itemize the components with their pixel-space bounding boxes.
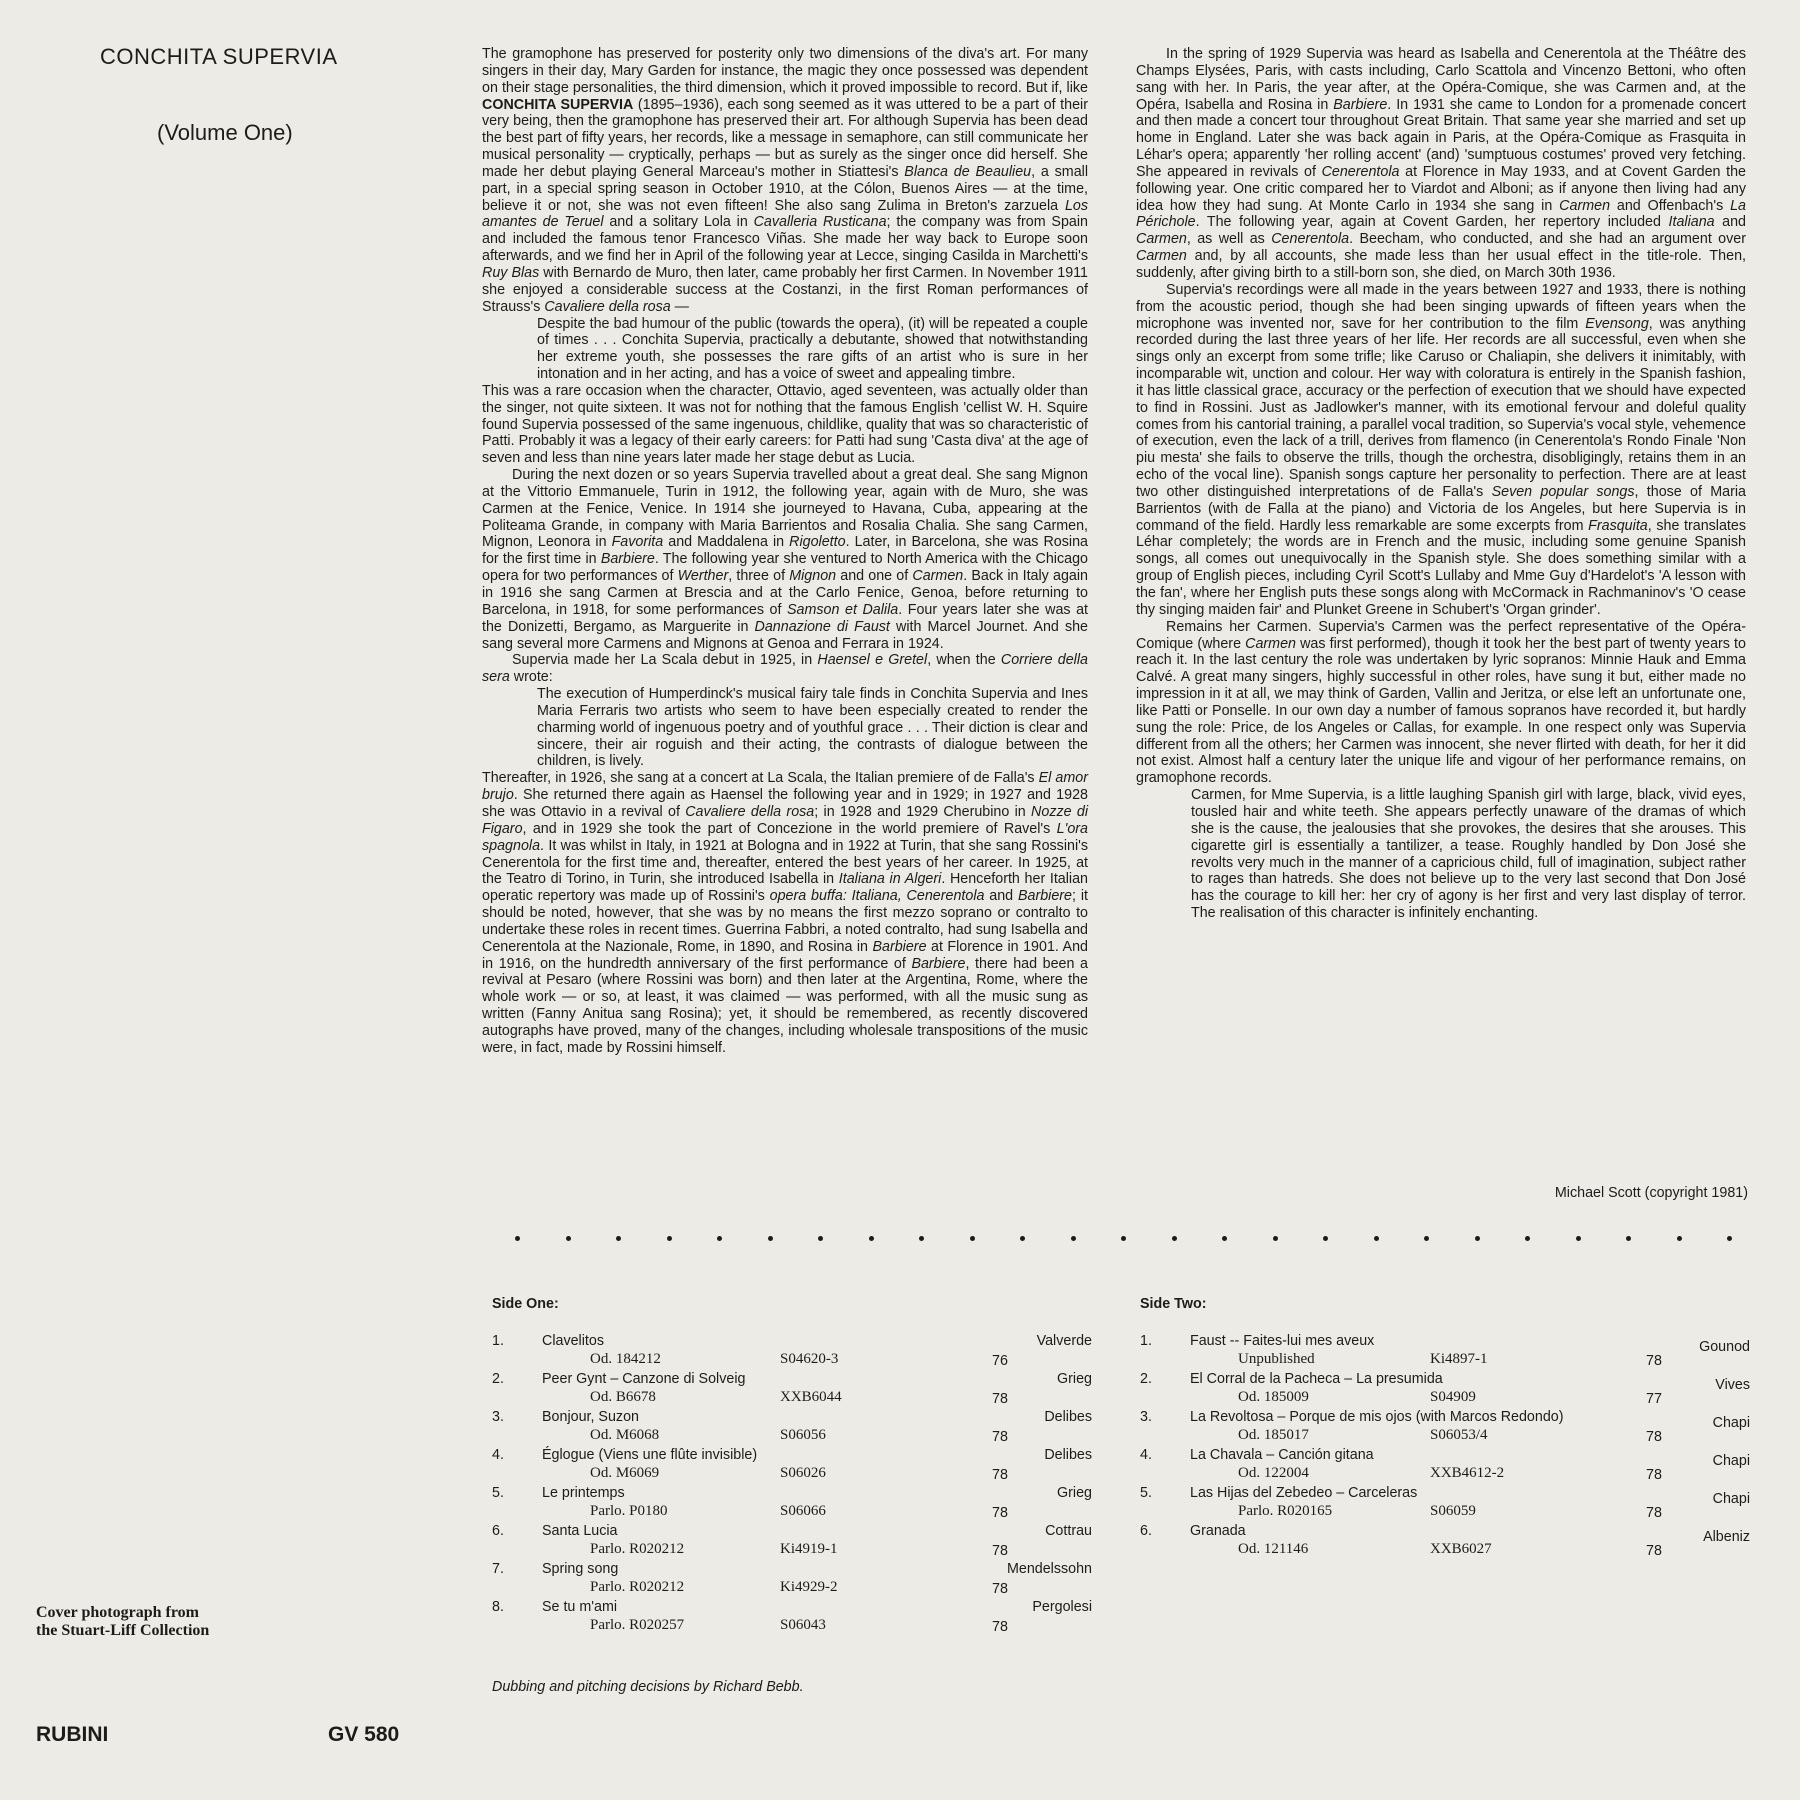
track-composer: Pergolesi — [1032, 1599, 1092, 1615]
track-title: Peer Gynt – Canzone di Solveig — [542, 1371, 746, 1387]
divider-dot — [1475, 1236, 1480, 1241]
track-number: 6. — [1140, 1523, 1152, 1539]
track-matrix: S06059 — [1430, 1503, 1476, 1519]
track-row — [492, 1409, 1092, 1447]
divider-dot — [1222, 1236, 1227, 1241]
track-composer: Vives — [1715, 1377, 1750, 1393]
track-number: 7. — [492, 1561, 504, 1577]
divider-dot — [1323, 1236, 1328, 1241]
track-catalog: Parlo. R020212 — [590, 1541, 685, 1557]
track-catalog: Parlo. P0180 — [590, 1503, 668, 1519]
track-row — [492, 1371, 1092, 1409]
track-matrix: S06043 — [780, 1617, 826, 1633]
divider-dot — [1727, 1236, 1732, 1241]
catalog-number: GV 580 — [328, 1723, 400, 1746]
track-number: 1. — [492, 1333, 504, 1349]
track-matrix: S04620-3 — [780, 1351, 839, 1367]
track-composer: Albeniz — [1703, 1529, 1750, 1545]
track-title: El Corral de la Pacheca – La presumida — [1190, 1371, 1443, 1387]
track-row — [492, 1447, 1092, 1485]
record-label: RUBINI — [36, 1723, 109, 1746]
track-catalog: Od. 184212 — [590, 1351, 661, 1367]
notes-paragraph: This was a rare occasion when the character, Ottavio, aged seventeen, was actually older than the singer, not quite sixteen. It was not for nothing that the famous English 'cellist W. H. Squire found Supervia possessed of the same ingenuous, childlike, quality that was so characteristic of Patti. Probably it was a legacy of their early careers: for Patti had sung 'Casta diva' at the age of seven and less than nine years later made her stage debut as Lucia. — [482, 382, 1088, 467]
track-title: Santa Lucia — [542, 1523, 618, 1539]
track-speed: 78 — [992, 1429, 1008, 1445]
track-catalog: Od. 185017 — [1238, 1427, 1309, 1443]
track-speed: 78 — [992, 1619, 1008, 1635]
track-composer: Mendelssohn — [1006, 1561, 1092, 1577]
track-speed: 78 — [992, 1543, 1008, 1559]
track-speed: 77 — [1646, 1391, 1662, 1407]
quoted-review: Carmen, for Mme Supervia, is a little laughing Spanish girl with large, black, vivid eyes, tousled hair and white teeth. She appears perfectly unaware of the dramas of which she is the cause, the jealousies that she provokes, the desires that she arouses. This cigarette girl is essentially a tantilizer, a tease. Roughly handled by Don José she revolts very much in the manner of a capricious child, full of imagination, subject rather to rages than hatreds. She does not believe up to the very last second that Don José has the courage to kill her: her cry of agony is her first and very last display of terror. The realisation of this character is infinitely enchanting. — [1191, 787, 1746, 922]
track-number: 6. — [492, 1523, 504, 1539]
divider-dot — [667, 1236, 672, 1241]
track-catalog: Od. 122004 — [1238, 1465, 1309, 1481]
notes-paragraph: During the next dozen or so years Supervia travelled about a great deal. She sang Mignon at the Vittorio Emmanuele, Turin in 1912, the following year, again with de Muro, she was Carmen at the Fenice, Venice. In 1914 she journeyed to Havana, Cuba, appearing at the Politeama Grande, in company with Maria Barrientos and Rosalia Chalia. She sang Carmen, Mignon, Leonora in Favorita and Maddalena in Rigoletto. Later, in Barcelona, she was Rosina for the first time in Barbiere. The following year she ventured to North America with the Chicago opera for two performances of Werther, three of Mignon and one of Carmen. Back in Italy again in 1916 she sang Carmen at Brescia and at the Carlo Fenice, Genoa, before returning to Barcelona, in 1918, for some performances of Samson et Dalila. Four years later she was at the Donizetti, Bergamo, as Marguerite in Dannazione di Faust with Marcel Journet. And she sang several more Carmens and Mignons at Genoa and Ferrara in 1924. — [482, 467, 1089, 652]
track-title: La Revoltosa – Porque de mis ojos (with Marcos Redondo) — [1190, 1409, 1564, 1425]
track-catalog: Od. M6069 — [590, 1465, 660, 1481]
divider-dot — [566, 1236, 571, 1241]
track-number: 5. — [1140, 1485, 1152, 1501]
track-title: Bonjour, Suzon — [542, 1409, 639, 1425]
track-row — [1140, 1485, 1750, 1523]
track-number: 2. — [1140, 1371, 1152, 1387]
track-row — [492, 1485, 1092, 1523]
track-number: 3. — [492, 1409, 504, 1425]
track-speed: 78 — [1646, 1505, 1662, 1521]
track-number: 5. — [492, 1485, 504, 1501]
track-catalog: Parlo. R020257 — [590, 1617, 685, 1633]
track-catalog: Od. 185009 — [1238, 1389, 1309, 1405]
notes-paragraph: Supervia's recordings were all made in the years between 1927 and 1933, there is nothing from the acoustic period, though she had been singing upwards of fifteen years when the microphone was invented nor, save for her contribution to the film Evensong, was anything recorded during the last three years of her life. Her records are all successful, even when she sings only an excerpt from some trifle; like Caruso or Chaliapin, she delivers it inimitably, with incomparable wit, unction and colour. Her way with coloratura is entirely in the Spanish fashion, it has little classical grace, accuracy or the perfection of execution that we should have expected to find in Rossini. Just as Jadlowker's manner, with its emotional fervour and doleful quality comes from his cantorial training, a parallel vocal tradition, so Supervia's vocal style, vehemence of execution, even the lack of a trill, derives from flamenco (in Cenerentola's Rondo Finale 'Non piu mesta' she fails to observe the trills, though the orchestra, disobligingly, retains them in an echo of the vocal line). Spanish songs capture her personality to perfection. There are at least two other distinguished interpretations of de Falla's Seven popular songs, those of Maria Barrientos (with de Falla at the piano) and Victoria de los Angeles, but here Supervia is in command of the field. Hardly less remarkable are some excerpts from Frasquita, she translates Léhar completely; the words are in French and the music, including some genuine Spanish songs, all comes out unequivocally in the Spanish style. She does something similar with a group of English pieces, including Cyril Scott's Lullaby and Mme Guy d'Hardelot's 'A lesson with the fan', where her English puts these songs along with McCormack in Rachmaninov's 'O cease thy singing maiden fair' and Plunket Greene in Schubert's 'Organ grinder'. — [1136, 281, 1747, 618]
dubbing-credit: Dubbing and pitching decisions by Richard Bebb. — [492, 1679, 804, 1695]
track-catalog: Od. 121146 — [1238, 1541, 1309, 1557]
track-catalog: Od. B6678 — [590, 1389, 656, 1405]
divider-dot — [1374, 1236, 1379, 1241]
track-composer: Valverde — [1036, 1333, 1092, 1349]
liner-notes-left-column — [482, 46, 1088, 1057]
notes-paragraph: The gramophone has preserved for posterity only two dimensions of the diva's art. For many singers in their day, Mary Garden for instance, the magic they once possessed was dependent on their stage personalities, the third dimension, which it proved impossible to record. But if, like CONCHITA SUPERVIA (1895–1936), each song seemed as it was uttered to be a part of their very being, then the gramophone has preserved their art. For although Supervia has been dead the best part of fifty years, her records, like a message in semaphore, can still communicate her musical personality — cryptically, perhaps — but as surely as the singer once did herself. She made her debut playing General Marceau's mother in Stiattesi's Blanca de Beaulieu, a small part, in a special spring season in October 1910, at the Cólon, Buenos Aires — at the time, believe it or not, she was not even fifteen! She also sang Zulima in Breton's zarzuela Los amantes de Teruel and a solitary Lola in Cavalleria Rusticana; the company was from Spain and included the famous tenor Francesco Viñas. She made her way back to Europe soon afterwards, and we find her in April of the following year at Lecce, singing Casilda in Marchetti's Ruy Blas with Bernardo de Muro, then later, came probably her first Carmen. In November 1911 she enjoyed a considerable success at the Costanzi, in the first Roman performances of Strauss's Cavaliere della rosa — — [482, 46, 1088, 315]
track-title: Le printemps — [542, 1485, 625, 1501]
track-number: 2. — [492, 1371, 504, 1387]
track-speed: 78 — [1646, 1467, 1662, 1483]
track-title: Églogue (Viens une flûte invisible) — [542, 1447, 758, 1463]
track-speed: 78 — [992, 1581, 1008, 1597]
divider-dot — [768, 1236, 773, 1241]
divider-dot — [1273, 1236, 1278, 1241]
track-title: Las Hijas del Zebedeo – Carceleras — [1190, 1485, 1418, 1501]
divider-dot — [1576, 1236, 1581, 1241]
track-composer: Cottrau — [1045, 1523, 1092, 1539]
track-matrix: Ki4897-1 — [1430, 1351, 1488, 1367]
track-composer: Delibes — [1044, 1447, 1092, 1463]
track-matrix: S04909 — [1430, 1389, 1476, 1405]
notes-paragraph: Remains her Carmen. Supervia's Carmen was the perfect representative of the Opéra-Comique (where Carmen was first performed), though it took her the best part of twenty years to reach it. In the last century the role was undertaken by lyric sopranos: Minnie Hauk and Emma Calvé. A great many singers, highly successful in other roles, have sung it but, either made no impression in it at all, we may think of Garden, Vallin and Jeritza, or else left an unfortunate one, like Patti or Ponselle. In our own day a number of famous sopranos have recorded it, but hardly sung the role: Price, de los Angeles or Callas, for example. In one respect only was Supervia different from all the others; her Carmen was innocent, she never flirted with death, for her it did not exist. Almost half a century later the unique life and vigour of her performance remains, on gramophone records. — [1136, 618, 1746, 787]
album-artist-title: CONCHITA SUPERVIA — [100, 44, 338, 69]
track-title: Se tu m'ami — [542, 1599, 618, 1615]
divider-dot — [869, 1236, 874, 1241]
divider-dot — [1525, 1236, 1530, 1241]
track-composer: Chapi — [1712, 1453, 1750, 1469]
notes-paragraph: In the spring of 1929 Supervia was heard as Isabella and Cenerentola at the Théâtre des Champs Elysées, Paris, with casts including, Carlo Scattola and Vincenzo Bettoni, who often sang with her. In Paris, the year after, at the Opéra-Comique, she was Carmen and, at the Opéra, Isabella and Rosina in Barbiere. In 1931 she came to London for a promenade concert and then made a concert tour throughout Great Britain. That same year she married and set up home in England. Later she was back again in Paris, at the Opéra-Comique as Frasquita in Léhar's opera; apparently 'her rolling accent' (and) 'sumptuous costumes' proved very fetching. She appeared in revivals of Cenerentola at Florence in May 1933, and at Covent Garden the following year. One critic compared her to Viardot and Alboni; as if anyone then living had any idea how they had sung. At Monte Carlo in 1934 she sang in Carmen and Offenbach's La Périchole. The following year, again at Covent Garden, her repertory included Italiana and Carmen, as well as Cenerentola. Beecham, who conducted, and she had an argument over Carmen and, by all accounts, she made less than her usual effect in the title-role. Then, suddenly, after giving birth to a still-born son, she died, on March 30th 1936. — [1136, 46, 1747, 281]
track-row — [492, 1599, 1092, 1637]
track-row — [1140, 1371, 1750, 1409]
cover-photo-credit — [36, 1604, 209, 1640]
divider-dot — [1071, 1236, 1076, 1241]
track-matrix: Ki4919-1 — [780, 1541, 838, 1557]
track-composer: Delibes — [1044, 1409, 1092, 1425]
track-row — [1140, 1409, 1750, 1447]
track-row — [492, 1523, 1092, 1561]
track-row — [1140, 1523, 1750, 1561]
track-row — [492, 1333, 1092, 1371]
track-row — [492, 1561, 1092, 1599]
track-matrix: S06066 — [780, 1503, 826, 1519]
divider-dot — [1172, 1236, 1177, 1241]
track-speed: 78 — [992, 1467, 1008, 1483]
track-row — [1140, 1447, 1750, 1485]
divider-dot — [1020, 1236, 1025, 1241]
notes-paragraph: Supervia made her La Scala debut in 1925, in Haensel e Gretel, when the Corriere della sera wrote: — [482, 652, 1088, 686]
track-title: Granada — [1190, 1523, 1246, 1539]
cover-credit-line: the Stuart-Liff Collection — [36, 1622, 210, 1639]
track-speed: 78 — [992, 1505, 1008, 1521]
notes-author-credit: Michael Scott (copyright 1981) — [1554, 1185, 1748, 1201]
track-matrix: XXB6027 — [1430, 1541, 1492, 1557]
track-title: Spring song — [542, 1561, 619, 1577]
side-two-heading: Side Two: — [1140, 1296, 1207, 1312]
divider-dot — [1626, 1236, 1631, 1241]
track-matrix: S06053/4 — [1430, 1427, 1488, 1443]
track-speed: 78 — [1646, 1543, 1662, 1559]
track-title: La Chavala – Canción gitana — [1190, 1447, 1374, 1463]
track-title: Clavelitos — [542, 1333, 604, 1349]
divider-dot — [1121, 1236, 1126, 1241]
divider-dot — [919, 1236, 924, 1241]
track-composer: Gounod — [1699, 1339, 1750, 1355]
track-matrix: S06056 — [780, 1427, 826, 1443]
liner-notes-right-column — [1136, 46, 1746, 922]
quoted-review: The execution of Humperdinck's musical fairy tale finds in Conchita Supervia and Ines Maria Ferraris two artists who seem to have been especially created to render the charming world of ingenuous poetry and of youthful grace . . . Their diction is clear and sincere, their air roguish and their acting, the contrasts of dialogue between the children, is lively. — [537, 686, 1088, 770]
track-catalog: Od. M6068 — [590, 1427, 660, 1443]
divider-dot — [717, 1236, 722, 1241]
volume-subtitle: (Volume One) — [157, 120, 293, 145]
track-number: 4. — [1140, 1447, 1152, 1463]
track-row — [1140, 1333, 1750, 1371]
side-one-heading: Side One: — [492, 1296, 559, 1312]
track-matrix: XXB4612-2 — [1430, 1465, 1505, 1481]
track-number: 3. — [1140, 1409, 1152, 1425]
track-catalog: Parlo. R020165 — [1238, 1503, 1333, 1519]
track-composer: Grieg — [1057, 1371, 1092, 1387]
divider-dot — [818, 1236, 823, 1241]
track-composer: Chapi — [1712, 1491, 1750, 1507]
track-speed: 76 — [992, 1353, 1008, 1369]
divider-dot — [616, 1236, 621, 1241]
track-number: 8. — [492, 1599, 504, 1615]
quoted-review: Despite the bad humour of the public (towards the opera), (it) will be repeated a couple of times . . . Conchita Supervia, practically a debutante, showed that notwithstanding her extreme youth, she possesses the rare gifts of an artist who is sure in her intonation and in her acting, and has a voice of sweet and appealing timbre. — [537, 315, 1088, 383]
divider-dot — [1424, 1236, 1429, 1241]
track-composer: Grieg — [1057, 1485, 1092, 1501]
cover-credit-line: Cover photograph from — [36, 1604, 199, 1621]
track-matrix: Ki4929-2 — [780, 1579, 838, 1595]
track-matrix: S06026 — [780, 1465, 826, 1481]
dotted-divider — [515, 1236, 1755, 1248]
track-number: 1. — [1140, 1333, 1152, 1349]
track-number: 4. — [492, 1447, 504, 1463]
divider-dot — [1677, 1236, 1682, 1241]
track-speed: 78 — [1646, 1353, 1662, 1369]
notes-paragraph: Thereafter, in 1926, she sang at a concert at La Scala, the Italian premiere of de Falla's El amor brujo. She returned there again as Haensel the following year and in 1929; in 1927 and 1928 she was Ottavio in a revival of Cavaliere della rosa; in 1928 and 1929 Cherubino in Nozze di Figaro, and in 1929 she took the part of Concezione in the world premiere of Ravel's L'ora spagnola. It was whilst in Italy, in 1921 at Bologna and in 1922 at Turin, that she sang Rossini's Cenerentola for the first time and, thereafter, entered the best years of her career. In 1925, at the Teatro di Torino, in Turin, she introduced Isabella in Italiana in Algeri. Henceforth her Italian operatic repertory was made up of Rossini's opera buffa: Italiana, Cenerentola and Barbiere; it should be noted, however, that she was by no means the first mezzo soprano or contralto to undertake these roles in recent times. Guerrina Fabbri, a noted contralto, had sung Isabella and Cenerentola at the Nazionale, Rome, in 1890, and Rosina in Barbiere at Florence in 1901. And in 1916, on the hundredth anniversary of the first performance of Barbiere, there had been a revival at Pesaro (where Rossini was born) and then later at the Argentina, Rome, where the whole work — or so, at least, it was claimed — was performed, with all the music sung as written (Fanny Anitua sang Rosina); yet, it should be remembered, as recently discovered autographs have proved, many of the changes, including wholesale transpositions of the music were, in fact, made by Rossini himself. — [482, 770, 1089, 1056]
track-title: Faust -- Faites-lui mes aveux — [1190, 1333, 1375, 1349]
track-matrix: XXB6044 — [780, 1389, 842, 1405]
track-speed: 78 — [992, 1391, 1008, 1407]
divider-dot — [970, 1236, 975, 1241]
track-composer: Chapi — [1712, 1415, 1750, 1431]
track-speed: 78 — [1646, 1429, 1662, 1445]
track-catalog: Unpublished — [1238, 1351, 1315, 1367]
track-catalog: Parlo. R020212 — [590, 1579, 685, 1595]
divider-dot — [515, 1236, 520, 1241]
